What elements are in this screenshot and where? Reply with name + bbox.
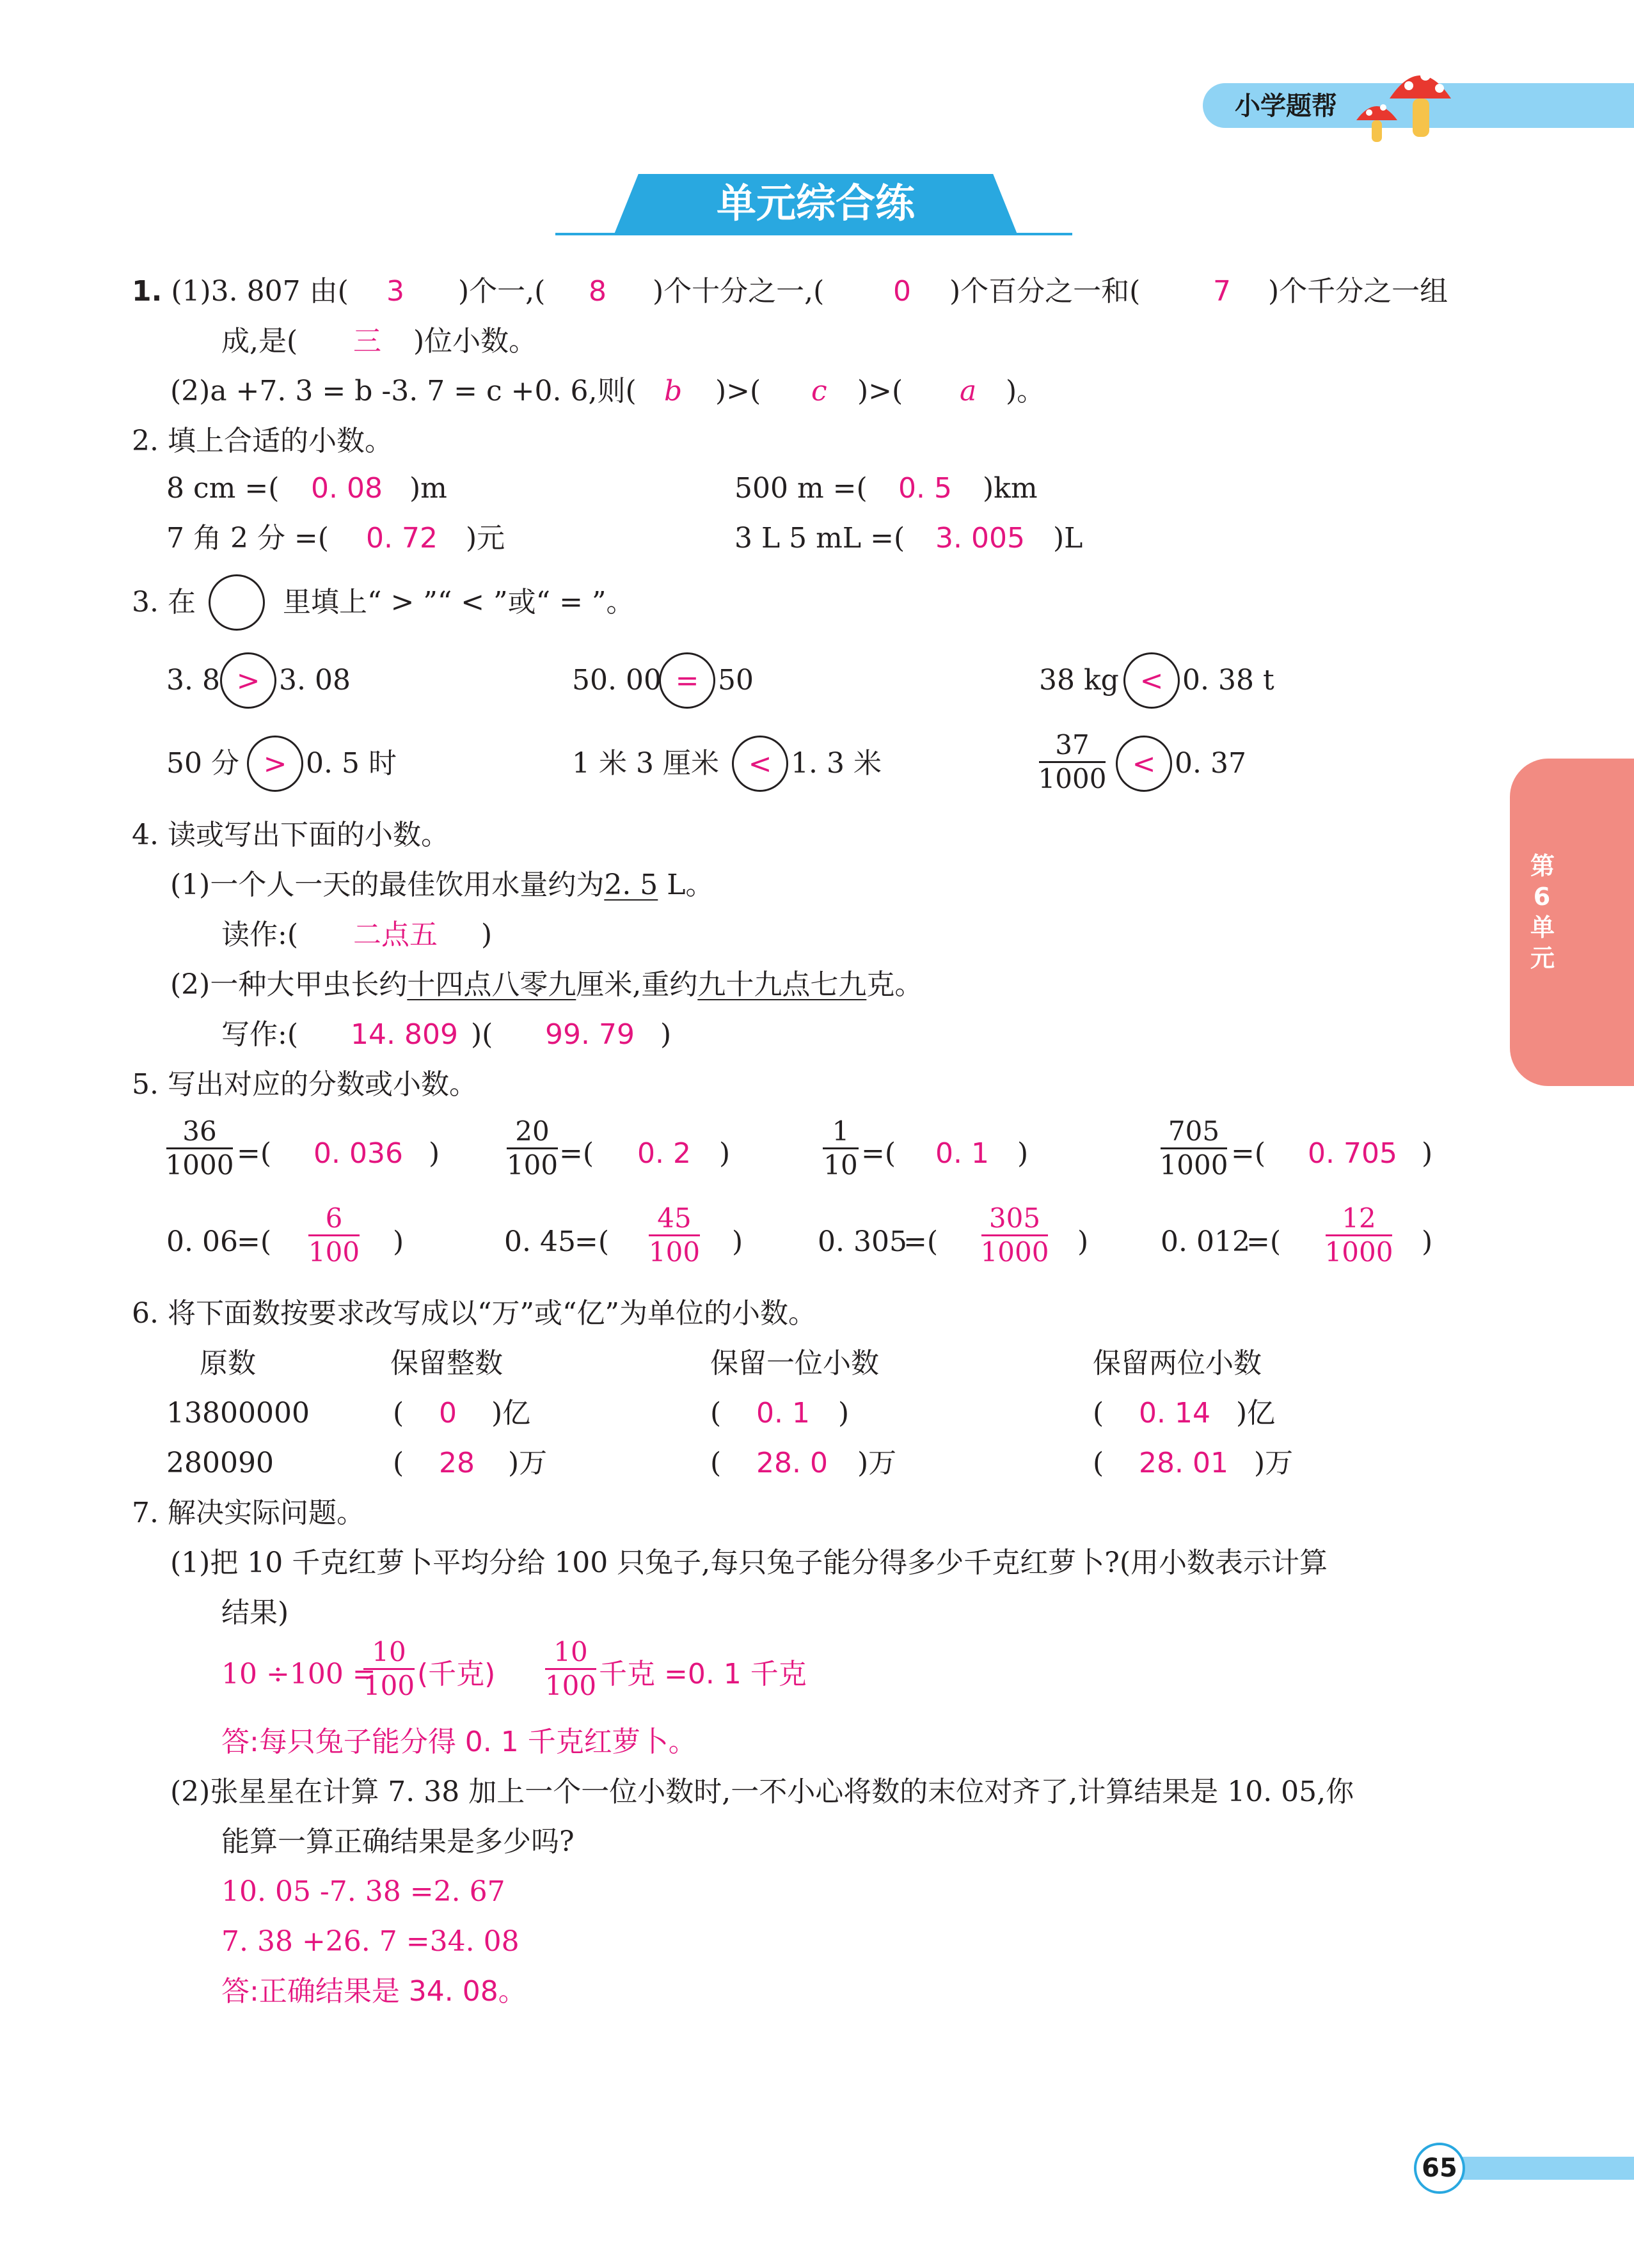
q4-part1-underlined: 2. 5 <box>604 869 658 901</box>
q6-row2-answer-2: 28. 0 <box>756 1447 828 1479</box>
q5-d4: 0. 012 <box>1161 1225 1250 1258</box>
q5-f4-answer: 0. 705 <box>1308 1137 1397 1170</box>
q1-text-c: )个十分之一,( <box>653 275 825 308</box>
q5-f4-eq: =( <box>1231 1137 1266 1170</box>
q5-f1-numerator: 36 <box>182 1115 217 1147</box>
q1-text-d: )个百分之一和( <box>949 275 1141 308</box>
q6-header-integer: 保留整数 <box>390 1347 503 1380</box>
q7-sol1-numerator-2: 10 <box>553 1636 588 1667</box>
q4-read-label: 读作:( <box>221 918 298 951</box>
q4-write-answer-2: 99. 79 <box>545 1018 635 1051</box>
q4-title: 4. 读或写出下面的小数。 <box>132 819 449 851</box>
q7-sol2-answer: 答:正确结果是 34. 08。 <box>221 1975 527 2008</box>
q3-item1-right: 3. 08 <box>279 664 351 697</box>
q5-d2-answer <box>649 1202 700 1268</box>
q4-part2-underlined-1: 十四点八零九 <box>407 968 576 1001</box>
q1-part2-answer-3: a <box>960 375 977 407</box>
q3-item6-right: 0. 37 <box>1175 747 1246 780</box>
q3-item1-circle: > <box>220 652 276 709</box>
q5-f2-close: ) <box>719 1137 731 1170</box>
q3-item3-right: 0. 38 t <box>1182 664 1274 697</box>
q1-answer-1: 3 <box>386 275 404 308</box>
q7-part2-line1: (2)张星星在计算 7. 38 加上一个一位小数时,一不小心将数的末位对齐了,计算结果是 10. 05,你 <box>170 1776 1354 1808</box>
q7-sol2-step1: 10. 05 -7. 38 =2. 67 <box>221 1875 505 1908</box>
q3-item2-circle: = <box>659 652 715 709</box>
q2-r2r-text-b: )L <box>1053 522 1083 555</box>
q4-read-answer: 二点五 <box>353 918 438 951</box>
page-number: 65 <box>1422 2154 1457 2183</box>
q3-title-a: 3. 在 <box>132 586 196 618</box>
q3-item3-left: 38 kg <box>1039 664 1119 697</box>
q7-sol1-fraction-2 <box>545 1636 596 1702</box>
q4-write-answer-1: 14. 809 <box>351 1018 458 1051</box>
q3-item1-left: 3. 8 <box>166 664 220 697</box>
q7-sol1-text-c: 千克 =0. 1 千克 <box>599 1658 807 1690</box>
q1-text-b: )个一,( <box>458 275 546 308</box>
q5-d2: 0. 45 <box>504 1225 576 1258</box>
q4-part1-text-a: (1)一个人一天的最佳饮用水量约为 <box>170 869 605 901</box>
q1-part2-text-c: )>( <box>857 375 903 407</box>
q5-title: 5. 写出对应的分数或小数。 <box>132 1068 477 1101</box>
q3-item6-numerator: 37 <box>1055 729 1090 760</box>
q1-text-f: 成,是( <box>221 325 298 358</box>
q2-r2l-text-b: )元 <box>466 522 505 555</box>
q2-r2l-answer: 0. 72 <box>366 522 438 555</box>
q4-part2-underlined-2: 九十九点七九 <box>697 968 867 1001</box>
header-tag-label: 小学题帮 <box>1235 91 1337 121</box>
q5-d1-numerator: 6 <box>325 1202 343 1234</box>
q5-d3-answer <box>981 1202 1048 1268</box>
q7-sol1-text-b: (千克) <box>417 1658 496 1690</box>
q6-row2-open-1: ( <box>393 1447 404 1479</box>
q6-row2-answer-3: 28. 01 <box>1139 1447 1228 1479</box>
q2-r1r-text-b: )km <box>983 472 1038 505</box>
q5-d2-numerator: 45 <box>657 1202 692 1234</box>
q5-d1: 0. 06 <box>166 1225 238 1258</box>
q3-item3-circle: < <box>1123 652 1180 709</box>
q5-f1-answer: 0. 036 <box>313 1137 403 1170</box>
q5-f1-denominator: 1000 <box>165 1149 234 1181</box>
q6-row1-number: 13800000 <box>166 1397 310 1429</box>
q5-f4-numerator: 705 <box>1168 1115 1220 1147</box>
q3-item4-left: 50 分 <box>166 747 239 780</box>
q5-d4-answer <box>1326 1202 1392 1268</box>
q5-f3-numerator: 1 <box>832 1115 850 1147</box>
q5-d3-eq: =( <box>903 1225 939 1258</box>
q5-d4-close: ) <box>1422 1225 1433 1258</box>
q3-item6-denominator: 1000 <box>1038 763 1107 794</box>
q3-item4-circle: > <box>247 736 303 792</box>
q7-sol1-fraction-1 <box>363 1636 415 1702</box>
q6-row1-open-2: ( <box>710 1397 722 1429</box>
q2-r2r-answer: 3. 005 <box>935 522 1025 555</box>
q2-r1l-answer: 0. 08 <box>311 472 383 505</box>
q5-f1 <box>166 1115 233 1181</box>
q1-text-a: (1)3. 807 由( <box>171 275 349 308</box>
q3-item5-right: 1. 3 米 <box>791 747 882 780</box>
q7-part1-line1: (1)把 10 千克红萝卜平均分给 100 只兔子,每只兔子能分得多少千克红萝卜?(用小数表示计算 <box>170 1547 1328 1579</box>
q1-part2-text-b: )>( <box>715 375 761 407</box>
q4-write-mid: )( <box>471 1018 493 1051</box>
q5-f4 <box>1161 1115 1227 1181</box>
q5-d1-eq: =( <box>237 1225 272 1258</box>
q4-write-close: ) <box>660 1018 672 1051</box>
q6-row2-answer-1: 28 <box>439 1447 475 1479</box>
q2-r2l-text-a: 7 角 2 分 =( <box>166 522 329 555</box>
q6-row1-answer-1: 0 <box>439 1397 457 1429</box>
q1-part2-text-d: )。 <box>1006 375 1045 407</box>
q5-d3-denominator: 1000 <box>980 1236 1049 1268</box>
q1-answer-4: 7 <box>1213 275 1231 308</box>
q3-item6-circle: < <box>1116 736 1172 792</box>
q5-d2-eq: =( <box>575 1225 610 1258</box>
q5-f3-denominator: 10 <box>823 1149 858 1181</box>
q7-sol2-step2: 7. 38 +26. 7 =34. 08 <box>221 1925 520 1958</box>
q6-row1-open-1: ( <box>393 1397 404 1429</box>
q4-part2-text-a: (2)一种大甲虫长约 <box>170 968 408 1001</box>
q1-text-e: )个千分之一组 <box>1268 275 1448 308</box>
q6-header-one-decimal: 保留一位小数 <box>710 1347 879 1380</box>
q5-f3 <box>823 1115 859 1181</box>
q2-r2r-text-a: 3 L 5 mL =( <box>734 522 905 555</box>
q6-row2-open-2: ( <box>710 1447 722 1479</box>
q4-write-label: 写作:( <box>221 1018 298 1051</box>
q5-f4-denominator: 1000 <box>1159 1149 1228 1181</box>
q5-d3: 0. 305 <box>818 1225 907 1258</box>
section-title: 单元综合练 <box>716 180 915 226</box>
q5-d3-numerator: 305 <box>988 1202 1041 1234</box>
q3-item2-left: 50. 00 <box>572 664 662 697</box>
q5-d3-close: ) <box>1077 1225 1089 1258</box>
q1-part2-text-a: (2)a +7. 3 = b -3. 7 = c +0. 6,则( <box>170 375 637 407</box>
q7-sol1-text-a: 10 ÷100 = <box>221 1658 376 1690</box>
q3-empty-circle <box>209 574 265 631</box>
q5-d4-eq: =( <box>1246 1225 1281 1258</box>
q7-sol1-numerator-1: 10 <box>372 1636 406 1667</box>
q6-row1-answer-3: 0. 14 <box>1139 1397 1210 1429</box>
q5-f2-numerator: 20 <box>515 1115 550 1147</box>
q2-r1r-answer: 0. 5 <box>898 472 952 505</box>
q6-row1-unit-3: )亿 <box>1236 1397 1276 1429</box>
q6-row2-unit-1: )万 <box>508 1447 548 1479</box>
q1-number: 1. <box>132 275 163 308</box>
q1-part2-answer-1: b <box>664 375 683 407</box>
q4-part2-text-b: 厘米,重约 <box>576 968 698 1001</box>
q6-row1-unit-1: )亿 <box>491 1397 531 1429</box>
q5-f1-eq: =( <box>237 1137 272 1170</box>
q7-sol1-answer: 答:每只兔子能分得 0. 1 千克红萝卜。 <box>221 1726 697 1758</box>
q1-answer-5: 三 <box>353 325 381 358</box>
q7-sol1-denominator-1: 100 <box>363 1670 415 1701</box>
q2-r1r-text-a: 500 m =( <box>734 472 868 505</box>
q1-part2-answer-2: c <box>811 375 827 407</box>
q5-f2-answer: 0. 2 <box>637 1137 691 1170</box>
q1-text-g: )位小数。 <box>413 325 537 358</box>
q6-row2-unit-3: )万 <box>1254 1447 1294 1479</box>
q3-item5-left: 1 米 3 厘米 <box>572 747 719 780</box>
q5-f3-close: ) <box>1017 1137 1029 1170</box>
q6-row1-unit-2: ) <box>838 1397 850 1429</box>
q5-d4-numerator: 12 <box>1342 1202 1376 1234</box>
mushroom-icon <box>1350 59 1459 148</box>
q2-r1l-text-a: 8 cm =( <box>166 472 280 505</box>
q4-part1-text-b: L。 <box>658 869 714 901</box>
side-tab <box>1510 759 1634 1086</box>
q3-item6-fraction <box>1039 729 1106 795</box>
q6-row1-open-3: ( <box>1093 1397 1104 1429</box>
q6-row2-open-3: ( <box>1093 1447 1104 1479</box>
q3-item5-circle: < <box>732 736 788 792</box>
q5-f2-eq: =( <box>559 1137 594 1170</box>
q5-d1-close: ) <box>393 1225 404 1258</box>
q3-item4-right: 0. 5 时 <box>306 747 397 780</box>
q6-header-original: 原数 <box>200 1347 256 1380</box>
q5-f2-denominator: 100 <box>506 1149 559 1181</box>
q6-row2-number: 280090 <box>166 1447 274 1479</box>
q7-part1-line2: 结果) <box>221 1596 289 1629</box>
q5-d2-denominator: 100 <box>648 1236 701 1268</box>
q5-f1-close: ) <box>429 1137 440 1170</box>
q7-title: 7. 解决实际问题。 <box>132 1497 365 1529</box>
q6-row2-unit-2: )万 <box>857 1447 897 1479</box>
q2-r1l-text-b: )m <box>409 472 447 505</box>
q5-d1-answer <box>308 1202 360 1268</box>
q4-read-close: ) <box>481 918 493 951</box>
q7-part2-line2: 能算一算正确结果是多少吗? <box>221 1825 575 1858</box>
q2-title: 2. 填上合适的小数。 <box>132 425 393 457</box>
q5-d2-close: ) <box>732 1225 743 1258</box>
q6-title: 6. 将下面数按要求改写成以“万”或“亿”为单位的小数。 <box>132 1297 816 1330</box>
q5-d1-denominator: 100 <box>308 1236 360 1268</box>
q4-part2-text-c: 克。 <box>866 968 923 1001</box>
q7-sol1-denominator-2: 100 <box>544 1670 597 1701</box>
q6-header-two-decimals: 保留两位小数 <box>1093 1347 1262 1380</box>
q3-item2-right: 50 <box>718 664 754 697</box>
q5-d4-denominator: 1000 <box>1324 1236 1393 1268</box>
q5-f2 <box>507 1115 558 1181</box>
q3-title-b: 里填上“ > ”“ < ”或“ = ”。 <box>283 586 635 618</box>
q6-row1-answer-2: 0. 1 <box>756 1397 810 1429</box>
q5-f4-close: ) <box>1422 1137 1433 1170</box>
side-tab-label: 第6单元 <box>1530 852 1555 972</box>
q1-answer-2: 8 <box>589 275 607 308</box>
q5-f3-eq: =( <box>861 1137 896 1170</box>
q5-f3-answer: 0. 1 <box>935 1137 989 1170</box>
q1-answer-3: 0 <box>893 275 911 308</box>
